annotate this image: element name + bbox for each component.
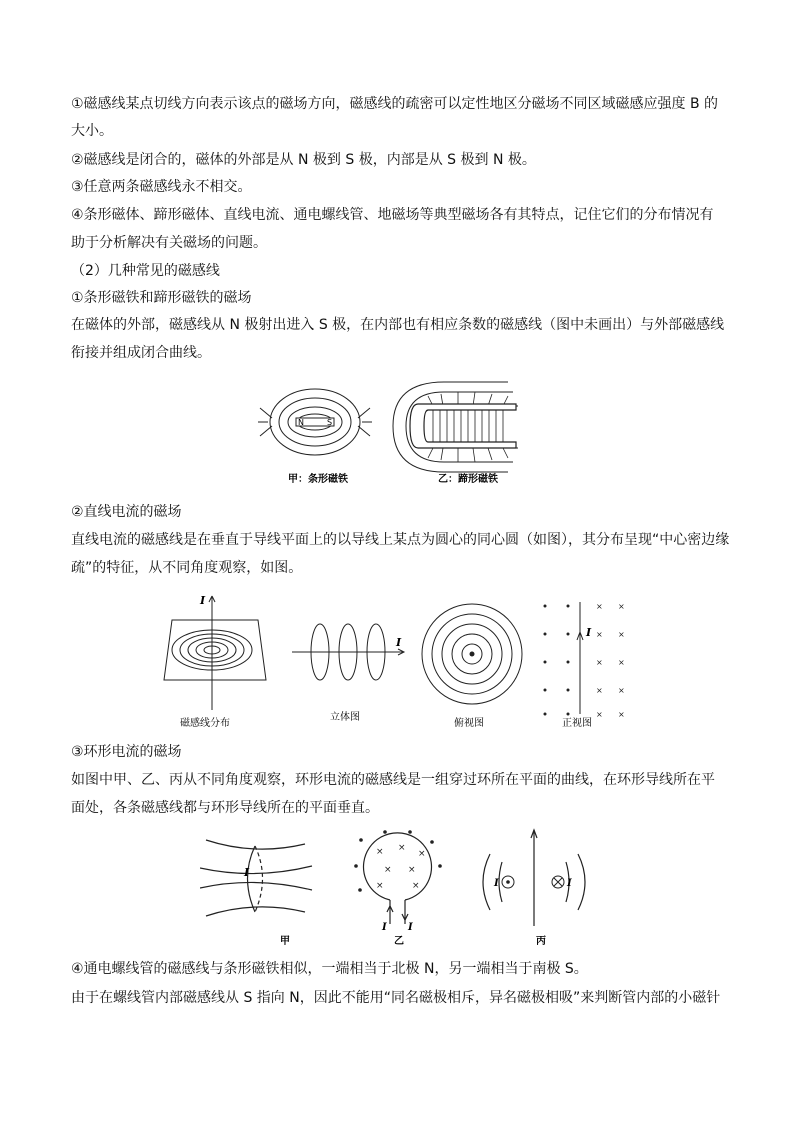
caption-bing: 丙 — [536, 936, 546, 947]
text-line-2: 大小。 — [71, 123, 113, 139]
svg-text:×: × — [596, 602, 603, 611]
svg-text:×: × — [418, 849, 426, 859]
text-line-1: ①磁感线某点切线方向表示该点的磁场方向，磁感线的疏密可以定性地区分磁场不同区域磁感应强度 B 的 — [71, 96, 719, 112]
magnet-diagram — [258, 378, 538, 486]
text-line-17: ④通电螺线管的磁感线与条形磁铁相似，一端相当于北极 N，另一端相当于南极 S。 — [71, 961, 588, 977]
subsection-ring-current: ③环形电流的磁场 — [71, 744, 182, 760]
current-label-1: I — [200, 594, 206, 607]
svg-text:×: × — [596, 658, 603, 667]
svg-text:×: × — [376, 847, 384, 857]
pole-n-label: N — [298, 418, 304, 427]
crosses-in — [596, 602, 625, 719]
caption-yi: 乙 — [394, 936, 404, 947]
svg-text:×: × — [376, 881, 384, 891]
caption-horseshoe-magnet: 乙：蹄形磁铁 — [438, 474, 498, 485]
figure-magnets — [258, 378, 538, 486]
text-line-5: ④条形磁体、蹄形磁体、直线电流、通电螺线管、地磁场等典型磁场各有其特点，记住它们的分布情况有 — [71, 207, 714, 223]
text-line-15: 如图中甲、乙、丙从不同角度观察，环形电流的磁感线是一组穿过环所在平面的曲线，在环形导线所在平 — [71, 772, 715, 788]
svg-text:×: × — [596, 630, 603, 639]
svg-text:×: × — [618, 710, 625, 719]
section-heading: （2）几种常见的磁感线 — [71, 263, 220, 279]
svg-text:×: × — [618, 630, 625, 639]
current-label-yi-right: I — [408, 922, 413, 933]
current-label-4: I — [586, 626, 592, 639]
caption-top-view: 俯视图 — [454, 718, 484, 729]
text-line-9: 在磁体的外部，磁感线从 N 极射出进入 S 极，在内部也有相应条数的磁感线（图中未画出）与外部磁感线 — [71, 317, 725, 333]
caption-front-view: 正视图 — [562, 718, 592, 729]
svg-text:×: × — [412, 881, 420, 891]
svg-text:×: × — [596, 686, 603, 695]
current-label-bing-right: I — [567, 878, 572, 889]
text-line-3: ②磁感线是闭合的，磁体的外部是从 N 极到 S 极，内部是从 S 极到 N 极。 — [71, 152, 536, 168]
ring-current-diagram — [200, 826, 590, 948]
svg-text:×: × — [408, 865, 416, 875]
subsection-bar-magnet: ①条形磁铁和蹄形磁铁的磁场 — [71, 290, 252, 306]
caption-field-distribution: 磁感线分布 — [180, 718, 230, 729]
text-line-4: ③任意两条磁感线永不相交。 — [71, 179, 252, 195]
svg-text:×: × — [398, 843, 406, 853]
figure-straight-current — [160, 590, 635, 730]
dots-out — [544, 605, 570, 716]
pole-s-label: S — [327, 418, 333, 427]
subsection-straight-current: ②直线电流的磁场 — [71, 504, 182, 520]
text-line-10: 衔接并组成闭合曲线。 — [71, 345, 211, 361]
svg-text:×: × — [618, 658, 625, 667]
text-line-16: 面处，各条磁感线都与环形导线所在的平面垂直。 — [71, 800, 379, 816]
caption-bar-magnet: 甲：条形磁铁 — [288, 474, 348, 485]
caption-jia: 甲 — [280, 936, 290, 947]
text-line-18: 由于在螺线管内部磁感线从 S 指向 N，因此不能用“同名磁极相斥，异名磁极相吸”来判断管内部的小磁针 — [71, 990, 721, 1006]
current-label-yi-left: I — [382, 922, 387, 933]
svg-text:×: × — [618, 686, 625, 695]
current-label-2: I — [396, 636, 402, 649]
text-line-6: 助于分析解决有关磁场的问题。 — [71, 235, 267, 251]
svg-text:×: × — [596, 710, 603, 719]
straight-current-diagram — [160, 590, 635, 730]
current-label-jia: I — [244, 866, 250, 879]
text-line-12: 直线电流的磁感线是在垂直于导线平面上的以导线上某点为圆心的同心圆（如图），其分布呈现“中心密边缘 — [71, 532, 730, 548]
figure-ring-current — [200, 826, 590, 948]
current-label-bing-left: I — [494, 878, 499, 889]
svg-text:×: × — [384, 865, 392, 875]
text-line-13: 疏”的特征，从不同角度观察，如图。 — [71, 560, 303, 576]
svg-text:×: × — [618, 602, 625, 611]
caption-3d-view: 立体图 — [330, 712, 360, 723]
